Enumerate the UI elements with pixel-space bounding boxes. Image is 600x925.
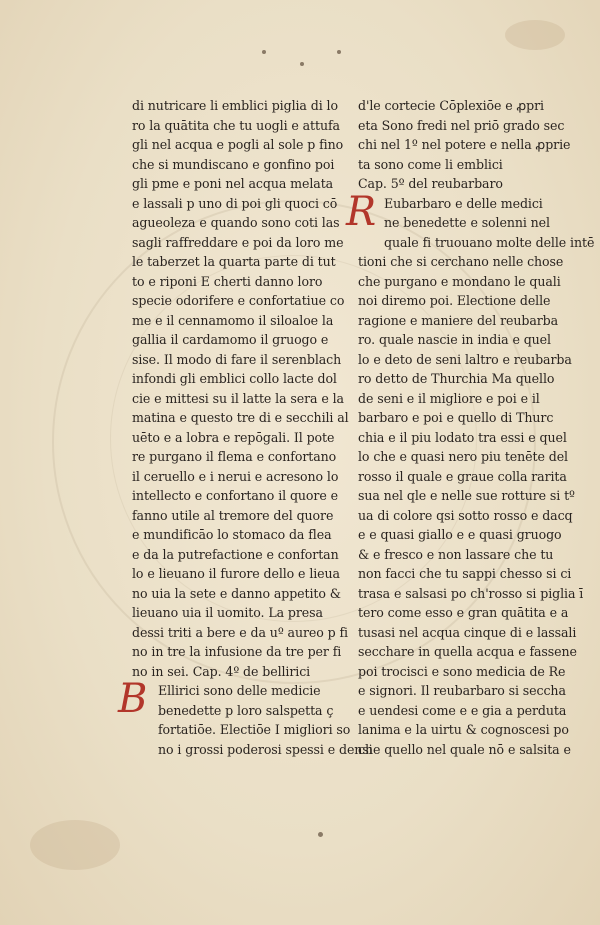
right-initial-block bbox=[346, 188, 595, 253]
text-line: di nutricare li emblici piglia di lo bbox=[132, 98, 338, 113]
rubricated-initial: B bbox=[118, 676, 148, 722]
text-line: noi diremo poi. Electione delle bbox=[358, 293, 551, 308]
text-line: sise. Il modo di fare il serenblach bbox=[132, 351, 342, 367]
text-line: ro la quātita che tu uogli e attufa bbox=[132, 117, 340, 133]
text-line: tusasi nel acqua cinque di e lassali bbox=[358, 624, 577, 640]
text-line: ne benedette e solenni nel bbox=[384, 215, 550, 230]
text-line: no in tre la infusione da tre per fi bbox=[132, 644, 342, 659]
text-line: me e il cennamomo il siloaloe la bbox=[132, 312, 334, 328]
text-line: e da la putrefactione e confortan bbox=[132, 546, 339, 562]
text-line: re purgano il flema e confortano bbox=[132, 449, 337, 464]
paper-stain bbox=[505, 20, 565, 50]
text-line: gli pme e poni nel acqua melata bbox=[132, 176, 334, 191]
text-line: matina e questo tre di e secchili al bbox=[132, 410, 349, 425]
text-line: fortatiōe. Electiōe I migliori so bbox=[158, 722, 351, 737]
text-line: lo che e quasi nero piu tenēte del bbox=[358, 449, 568, 464]
paper-speck bbox=[300, 62, 304, 66]
text-line: rosso il quale e graue colla rarita bbox=[358, 468, 567, 484]
text-line: barbaro e poi e quello di Thurc bbox=[358, 410, 554, 425]
text-line: tioni che si cerchano nelle chose bbox=[358, 254, 564, 269]
text-line: d'le cortecie Cōplexiōe e ꝓpri bbox=[358, 98, 544, 113]
paper-speck bbox=[262, 50, 266, 54]
text-line: dessi triti a bere e da uº aureo p fi bbox=[132, 624, 348, 640]
text-line: ragione e maniere del reubarba bbox=[358, 312, 559, 328]
text-line: chi nel 1º nel potere e nella ꝓprie bbox=[358, 137, 571, 152]
text-line: ua di colore qsi sotto rosso e dacq bbox=[358, 507, 573, 523]
rubricated-initial: R bbox=[346, 188, 377, 235]
paper-stain bbox=[30, 820, 120, 870]
text-line: gli nel acqua e pogli al sole p fino bbox=[132, 137, 344, 152]
paper-speck bbox=[337, 50, 341, 54]
paper-speck bbox=[318, 832, 323, 837]
right-text-column bbox=[346, 96, 595, 759]
text-line: to e riponi E cherti danno loro bbox=[132, 273, 323, 289]
text-line: e signori. Il reubarbaro si seccha bbox=[358, 683, 566, 698]
text-line: eta Sono fredi nel priō grado sec bbox=[358, 117, 565, 133]
text-line: poi trocisci e sono medicia de Re bbox=[358, 663, 566, 679]
text-line: lieuano uia il uomito. La presa bbox=[132, 605, 323, 620]
text-line: ro detto de Thurchia Ma quello bbox=[358, 371, 555, 386]
text-line: sagli raffreddare e poi da loro me bbox=[132, 234, 344, 250]
left-text-column bbox=[118, 96, 373, 759]
text-line: e uendesi come e e gia a perduta bbox=[358, 702, 567, 718]
text-line: sua nel qle e nelle sue rotture si tº bbox=[358, 488, 575, 503]
text-line: fanno utile al tremore del quore bbox=[132, 507, 334, 523]
text-line: lanima e la uirtu & cognoscesi po bbox=[358, 722, 569, 737]
text-line: cie e mittesi su il latte la sera e la bbox=[132, 390, 344, 406]
text-line: infondi gli emblici collo lacte dol bbox=[132, 371, 337, 386]
text-line: quale fi truouano molte delle intē bbox=[384, 234, 595, 250]
text-line: Ellirici sono delle medicie bbox=[158, 683, 321, 698]
text-line: gallia il cardamomo il gruogo e bbox=[132, 332, 329, 347]
text-line: e e quasi giallo e e quasi gruogo bbox=[358, 527, 562, 542]
text-line: Eubarbaro e delle medici bbox=[384, 195, 543, 211]
text-line: Cap. 5º del reubarbaro bbox=[358, 176, 503, 191]
text-line: agueoleza e quando sono coti las bbox=[132, 215, 340, 230]
left-initial-block bbox=[118, 676, 373, 759]
text-line: e lassali p uno di poi gli quoci cō bbox=[132, 195, 338, 211]
text-line: benedette p loro salspetta ç bbox=[158, 702, 334, 718]
text-line: de seni e il migliore e poi e il bbox=[358, 390, 540, 406]
text-line: che purgano e mondano le quali bbox=[358, 273, 561, 289]
text-line: che si mundiscano e gonfino poi bbox=[132, 156, 335, 172]
text-line: no i grossi poderosi spessi e densi bbox=[158, 741, 373, 757]
text-line: ta sono come li emblici bbox=[358, 156, 503, 172]
text-line: lo e deto de seni laltro e reubarba bbox=[358, 351, 572, 367]
text-line: no in sei. Cap. 4º de bellirici bbox=[132, 663, 311, 679]
text-line: non facci che tu sappi chesso si ci bbox=[358, 566, 572, 581]
text-line: secchare in quella acqua e fassene bbox=[358, 644, 577, 659]
text-line: il ceruello e i nerui e acresono lo bbox=[132, 468, 339, 484]
text-line: ro. quale nascie in india e quel bbox=[358, 332, 551, 347]
text-line: chia e il piu lodato tra essi e quel bbox=[358, 429, 567, 445]
text-line: specie odorifere e confortatiue co bbox=[132, 293, 345, 308]
text-line: tero come esso e gran quātita e a bbox=[358, 605, 569, 620]
text-line: le taberzet la quarta parte di tut bbox=[132, 254, 336, 269]
text-line: uēto e a lobra e repōgali. Il pote bbox=[132, 429, 335, 445]
text-line: intellecto e confortano il quore e bbox=[132, 488, 338, 503]
text-line: e mundificāo lo stomaco da flea bbox=[132, 527, 332, 542]
text-line: che quello nel quale nō e salsita e bbox=[358, 741, 571, 757]
text-line: & e fresco e non lassare che tu bbox=[358, 546, 554, 562]
text-line: lo e lieuano il furore dello e lieua bbox=[132, 566, 340, 581]
text-line: no uia la sete e danno appetito & bbox=[132, 585, 341, 601]
text-line: trasa e salsasi po ch'rosso si piglia ī bbox=[358, 585, 584, 601]
